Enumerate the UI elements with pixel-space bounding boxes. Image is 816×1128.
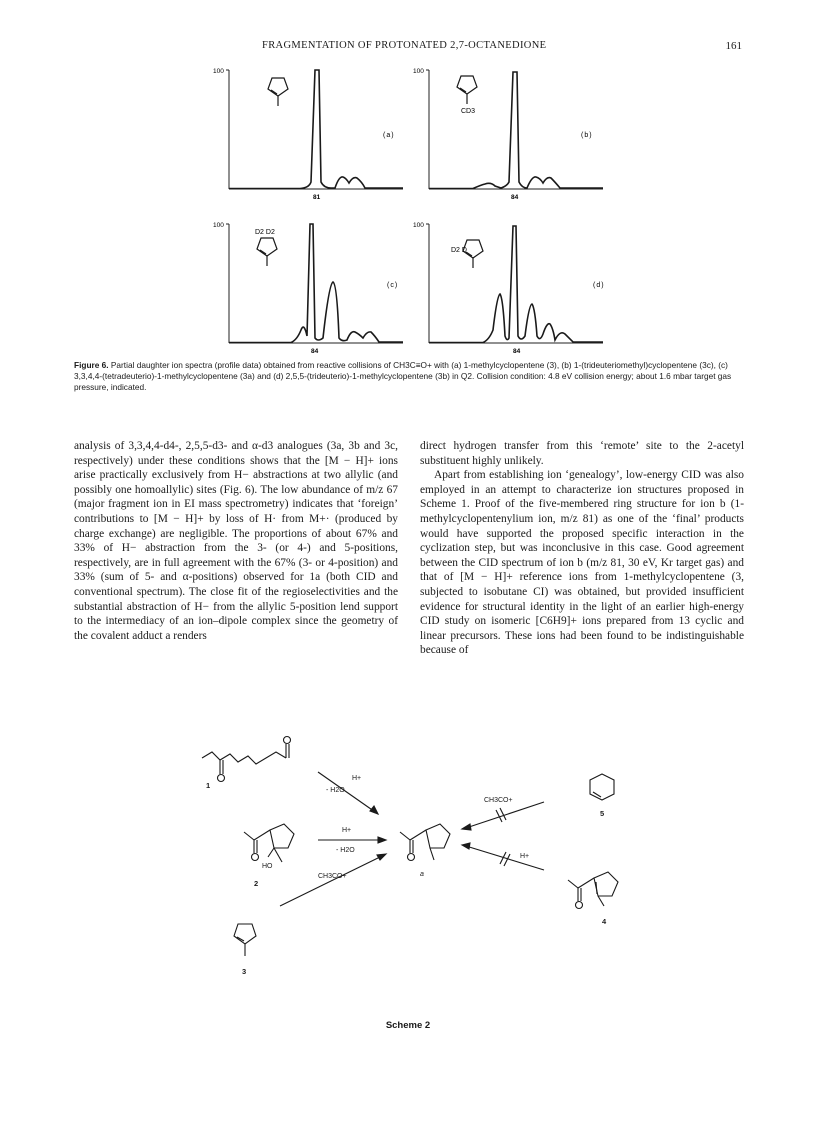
scheme-2 <box>150 710 670 1040</box>
arrow-a-to-4 <box>466 846 544 870</box>
figure-caption <box>74 360 744 393</box>
panel-label: (b) <box>581 132 593 139</box>
panel-label: (d) <box>593 282 605 289</box>
compound-4-structure <box>568 872 618 909</box>
panel-label: (a) <box>383 132 395 139</box>
d3-cyclopentene-structure <box>463 240 483 268</box>
paragraph: direct hydrogen transfer from this ‘remote’ site to the 2-acetyl substituent highly unlikely. <box>420 440 744 467</box>
running-title: FRAGMENTATION OF PROTONATED 2,7-OCTANEDIONE <box>262 40 547 51</box>
reagent-label: H+ <box>352 775 362 782</box>
compound-5-structure <box>590 774 614 800</box>
y-tick-100: 100 <box>213 68 224 75</box>
caption-text: Partial daughter ion spectra (profile data) obtained from reactive collisions of CH3C≡O+ with (a) 1-methylcyclopentene (3), (b) 1-(trideuteriomethyl)cyclopentene (3c), (c) 3,3,4,4-(tetradeuterio)-1-methylcyclopentene (3a) and (d) 2,5,5-(trideuterio)-1-methylcyclopentene (3b) in Q2. Collision condition: 4.8 eV collision energy; about 1.6 mbar target gas pressure, indicated. <box>74 360 732 392</box>
reagent-label: H+ <box>342 827 352 834</box>
reagent-label: - H2O <box>336 847 355 854</box>
x-tick: 84 <box>311 348 319 355</box>
spectrum-panel-b <box>405 64 605 204</box>
x-tick: 81 <box>313 194 321 201</box>
spectrum-panel-c <box>205 218 405 358</box>
d4-cyclopentene-structure <box>257 238 277 266</box>
cd3-cyclopentene-structure <box>457 76 477 104</box>
intermediate-label: a <box>420 871 424 878</box>
scheme-title: Scheme 2 <box>385 1020 431 1031</box>
left-column <box>74 439 398 643</box>
x-tick: 84 <box>513 348 521 355</box>
arrow-3-to-a <box>280 856 382 906</box>
caption-label: Figure 6. <box>74 360 109 370</box>
arrow-5-to-a <box>466 802 544 828</box>
reagent-label: CH3CO+ <box>484 797 513 804</box>
compound-2-structure <box>244 824 294 862</box>
y-tick-100: 100 <box>413 222 424 229</box>
compound-4-label: 4 <box>602 917 607 926</box>
page-number: 161 <box>725 40 742 52</box>
y-tick-100: 100 <box>413 68 424 75</box>
reagent-label: H+ <box>520 853 530 860</box>
deuterium-label: D2 D <box>451 247 467 254</box>
cd3-label: CD3 <box>461 108 476 115</box>
right-column <box>420 439 744 658</box>
compound-3-label: 3 <box>242 967 247 976</box>
cyclopentene-structure <box>268 78 288 106</box>
paragraph: analysis of 3,3,4,4-d4-, 2,5,5-d3- and α-d3 analogues (3a, 3b and 3c, respectively) under these conditions shows that the [M − H]+ ions arise practically exclusively from H− abstractions at two allylic (and possibly one homoallylic) sites (Fig. 6). The low abundance of m/z 67 (major fragment ion in EI mass spectrometry) indicates that ‘foreign’ contributions to [M − H]+ by loss of H· from M+· (produced by charge exchange) are negligible. The proportions of about 67% and 33% of H− abstraction from the 3- (or 4-) and 5-positions, respectively, are in full agreement with the 67% (3- or 4-position) and 33% (sum of 5- and α-positions) observed for 1a (both CID and conventional spectrum). The close fit of the regioselectivities and the substantial abstraction of H− from the allylic 5-position lend support to the intermediacy of an ion–dipole complex since the geometry of the covalent adduct a renders <box>74 440 398 642</box>
spectrum-panel-a <box>205 64 405 204</box>
x-tick: 84 <box>511 194 519 201</box>
deuterium-label: D2 D2 <box>255 229 275 236</box>
compound-2-label: 2 <box>254 879 259 888</box>
y-tick-100: 100 <box>213 222 224 229</box>
compound-5-label: 5 <box>600 809 605 818</box>
paragraph: Apart from establishing ion ‘genealogy’, low-energy CID was also employed in an attempt to characterize ion structures proposed in Scheme 1. Proof of the five-membered ring structure for ion b (1-methylcyclopentenylium ion, m/z 81) as one of the ‘final’ products would have supported the proposed specific interaction in the cyclization step, but was inconclusive in this case. Good agreement between the CID spectrum of ion b (m/z 81, 30 eV, Kr target gas) and that of [M − H]+ reference ions from 1-methylcyclopentene (3, subjected to isobutane CI) was obtained, but provided insufficient evidence for structural identity in the light of an earlier high-energy CID study on isomeric [C6H9]+ ions prepared from 13 cyclic and linear precursors. These ions had been found to be indistinguishable because of <box>420 469 744 657</box>
compound-3-structure <box>234 924 256 956</box>
reagent-label: CH3CO+ <box>318 873 347 880</box>
page-header <box>0 40 816 56</box>
ho-label: HO <box>262 863 273 870</box>
spectrum-panel-d <box>405 218 605 358</box>
panel-label: (c) <box>387 282 399 289</box>
reagent-label: - H2O <box>326 787 345 794</box>
compound-1-label: 1 <box>206 781 211 790</box>
compound-1-structure <box>202 737 291 782</box>
intermediate-a-structure <box>400 824 450 861</box>
